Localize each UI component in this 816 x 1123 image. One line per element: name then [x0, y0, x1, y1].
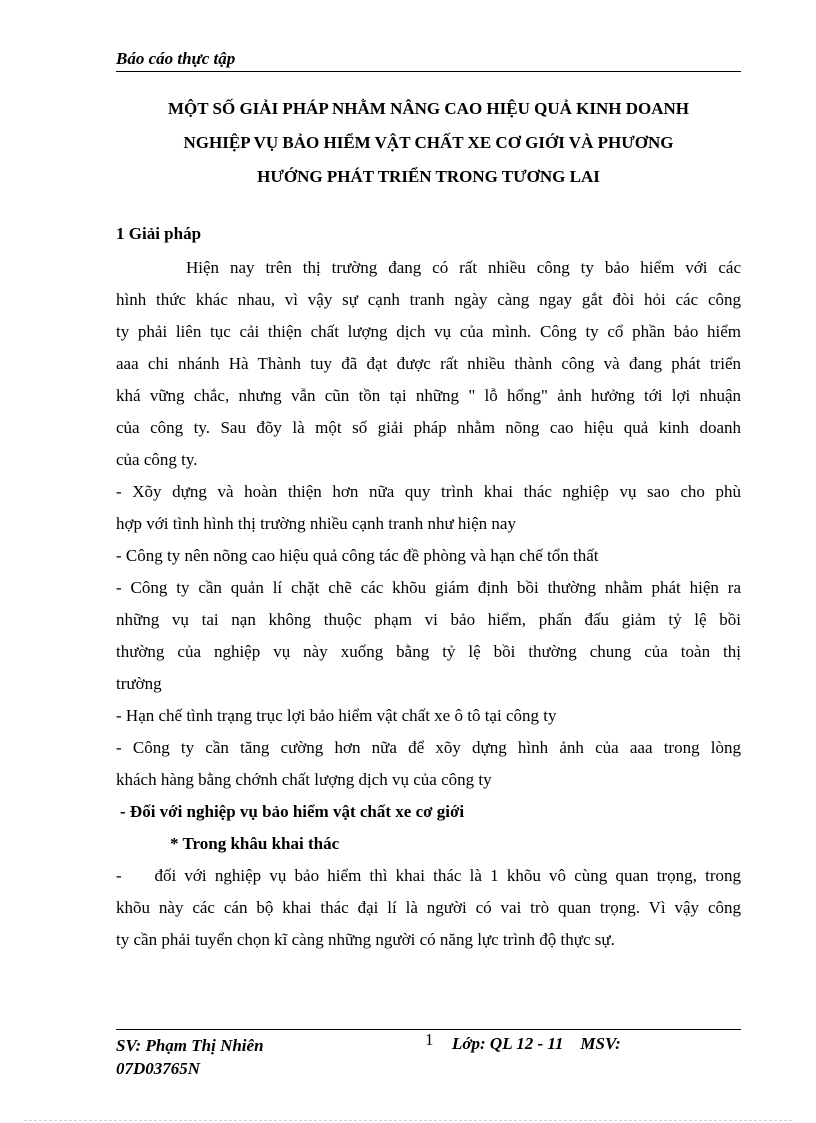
paragraph-line: aaa chi nhánh Hà Thành tuy đã đạt được rất nhiều thành công và đang phát triển: [116, 354, 741, 373]
title-line: NGHIỆP VỤ BẢO HIỂM VẬT CHẤT XE CƠ GIỚI VÀ PHƯƠNG: [183, 133, 674, 152]
paragraph-line: - đối với nghiệp vụ bảo hiểm thì khai thác là 1 khõu vô cùng quan trọng, trong: [116, 866, 741, 885]
student-name: SV: Phạm Thị Nhiên: [116, 1036, 264, 1055]
title-line: HƯỚNG PHÁT TRIỂN TRONG TƯƠNG LAI: [257, 167, 600, 186]
title-line: MỘT SỐ GIẢI PHÁP NHẰM NÂNG CAO HIỆU QUẢ KINH DOANH: [167, 99, 690, 118]
bullet-line: hợp với tình hình thị trường nhiều cạnh tranh như hiện nay: [116, 514, 516, 533]
header-rule: [116, 71, 741, 72]
footer-student: [116, 1034, 264, 1080]
paragraph-line: ty phải liên tục cải thiện chất lượng dịch vụ của mình. Công ty cổ phần bảo hiểm: [116, 322, 741, 341]
paragraph-line: Hiện nay trên thị trường đang có rất nhiều công ty bảo hiểm với các: [186, 258, 741, 277]
header-title: Báo cáo thực tập: [116, 49, 236, 68]
bullet-line: - Hạn chế tình trạng trục lợi bảo hiểm vật chất xe ô tô tại công ty: [116, 706, 557, 725]
paragraph-line: của công ty. Sau đõy là một số giải pháp nhằm nõng cao hiệu quả kinh doanh: [116, 418, 741, 437]
bullet-line: trường: [116, 674, 162, 693]
page-bottom-divider: [24, 1120, 792, 1121]
paragraph-line: khõu này các cán bộ khai thác đại lí là người có vai trò quan trọng. Vì vậy công: [116, 898, 741, 917]
bullet-line: những vụ tai nạn không thuộc phạm vi bảo hiểm, phấn đấu giảm tỷ lệ bồi: [116, 610, 741, 629]
page-number: 1: [425, 1030, 434, 1049]
bullet-line: khách hàng bằng chớnh chất lượng dịch vụ của công ty: [116, 770, 492, 789]
student-id: 07D03765N: [116, 1059, 201, 1078]
bullet-line: - Xõy dựng và hoàn thiện hơn nữa quy trình khai thác nghiệp vụ sao cho phù: [116, 482, 741, 501]
section-heading: 1 Giải pháp: [116, 224, 202, 243]
body-text: [116, 252, 741, 956]
footer-class-info: Lớp: QL 12 - 11 MSV:: [452, 1034, 621, 1053]
bullet-line: - Công ty nên nõng cao hiệu quả công tác đề phòng và hạn chế tổn thất: [116, 546, 599, 565]
document-title: [116, 92, 741, 194]
paragraph-line: hình thức khác nhau, vì vậy sự cạnh tranh ngày càng ngay gắt đòi hỏi các công: [116, 290, 741, 309]
sub-subheading: * Trong khâu khai thác: [170, 834, 340, 853]
paragraph-line: ty cần phải tuyển chọn kĩ càng những người có năng lực trình độ thực sự.: [116, 930, 615, 949]
paragraph-line: của công ty.: [116, 450, 198, 469]
subheading: - Đối với nghiệp vụ bảo hiểm vật chất xe cơ giới: [120, 802, 465, 821]
bullet-line: - Công ty cần tăng cường hơn nữa để xõy dựng hình ảnh của aaa trong lòng: [116, 738, 741, 757]
bullet-line: - Công ty cần quản lí chặt chẽ các khõu giám định bồi thường nhằm phát hiện ra: [116, 578, 741, 597]
bullet-line: thường của nghiệp vụ này xuống bằng tỷ lệ bồi thường chung của toàn thị: [116, 642, 741, 661]
paragraph-line: khá vững chắc, nhưng vẫn cũn tồn tại những " lỗ hổng" ảnh hưởng tới lợi nhuận: [116, 386, 741, 405]
